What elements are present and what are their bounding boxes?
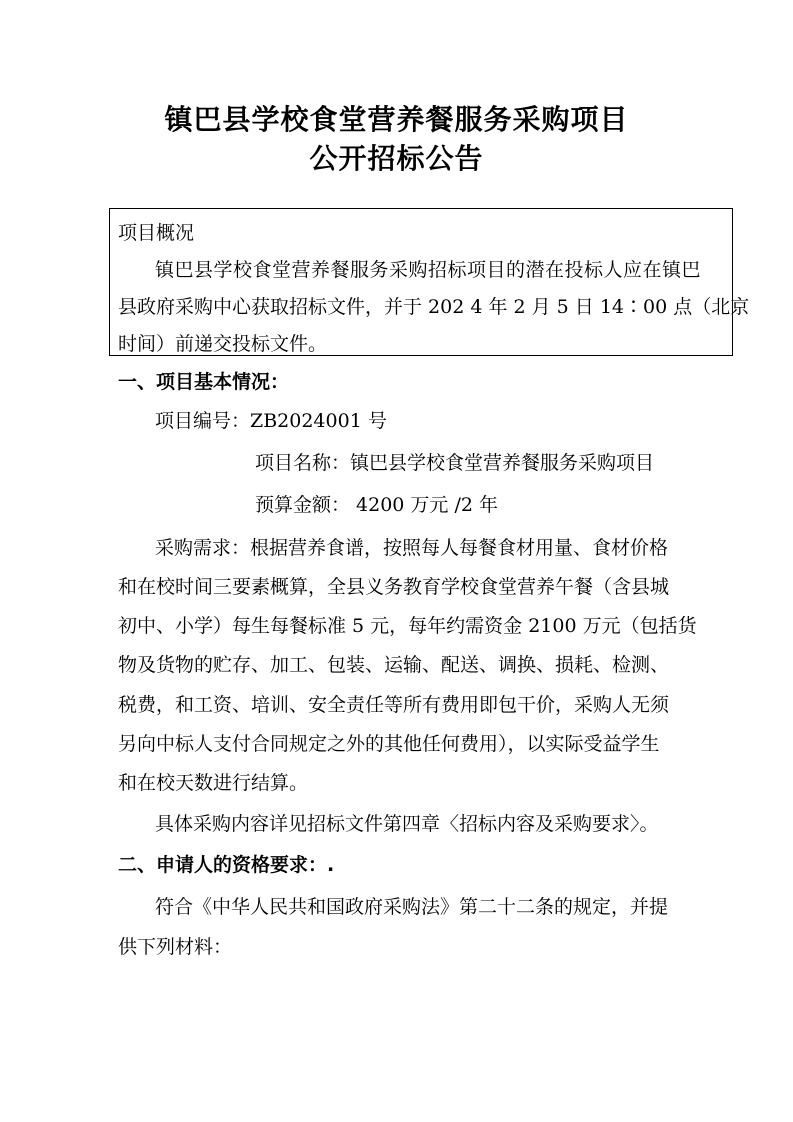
- document-title: 镇巴县学校食堂营养餐服务采购项目: [164, 103, 629, 136]
- overview-line-2: 县政府采购中心获取招标文件，并于 202 4 年 2 月 5 日 14∶00 点（北京: [118, 296, 750, 318]
- demand-line-2: 和在校时间三要素概算，全县义务教育学校食堂营养午餐（含县城: [118, 576, 670, 598]
- section-1-heading: 一、项目基本情况：: [118, 371, 290, 393]
- project-number: 项目编号：ZB2024001 号: [155, 410, 387, 432]
- qualification-line-2: 供下列材料：: [118, 936, 233, 958]
- section-2-heading: 二、申请人的资格要求：.: [118, 854, 335, 876]
- document-subtitle: 公开招标公告: [309, 142, 484, 175]
- project-name: 项目名称：镇巴县学校食堂营养餐服务采购项目: [255, 452, 655, 474]
- demand-line-3: 初中、小学）每生每餐标准 5 元，每年约需资金 2100 万元（包括货: [118, 615, 697, 637]
- overview-line-1: 镇巴县学校食堂营养餐服务采购招标项目的潜在投标人应在镇巴: [155, 259, 702, 281]
- overview-line-3: 时间）前递交投标文件。: [118, 333, 328, 355]
- demand-line-5: 税费，和工资、培训、安全责任等所有费用即包干价，采购人无须: [118, 694, 670, 716]
- demand-line-7: 和在校天数进行结算。: [118, 772, 309, 794]
- overview-heading: 项目概况: [118, 222, 195, 244]
- qualification-line-1: 符合《中华人民共和国政府采购法》第二十二条的规定，并提: [155, 896, 669, 918]
- demand-line-1: 采购需求：根据营养食谱，按照每人每餐食材用量、食材价格: [155, 537, 669, 559]
- budget-amount: 预算金额： 4200 万元 /2 年: [255, 494, 499, 516]
- procurement-detail: 具体采购内容详见招标文件第四章〈招标内容及采购要求〉。: [155, 813, 659, 835]
- demand-line-4: 物及货物的贮存、加工、包装、运输、配送、调换、损耗、检测、: [118, 654, 670, 676]
- demand-line-6: 另向中标人支付合同规定之外的其他任何费用），以实际受益学生: [118, 733, 660, 755]
